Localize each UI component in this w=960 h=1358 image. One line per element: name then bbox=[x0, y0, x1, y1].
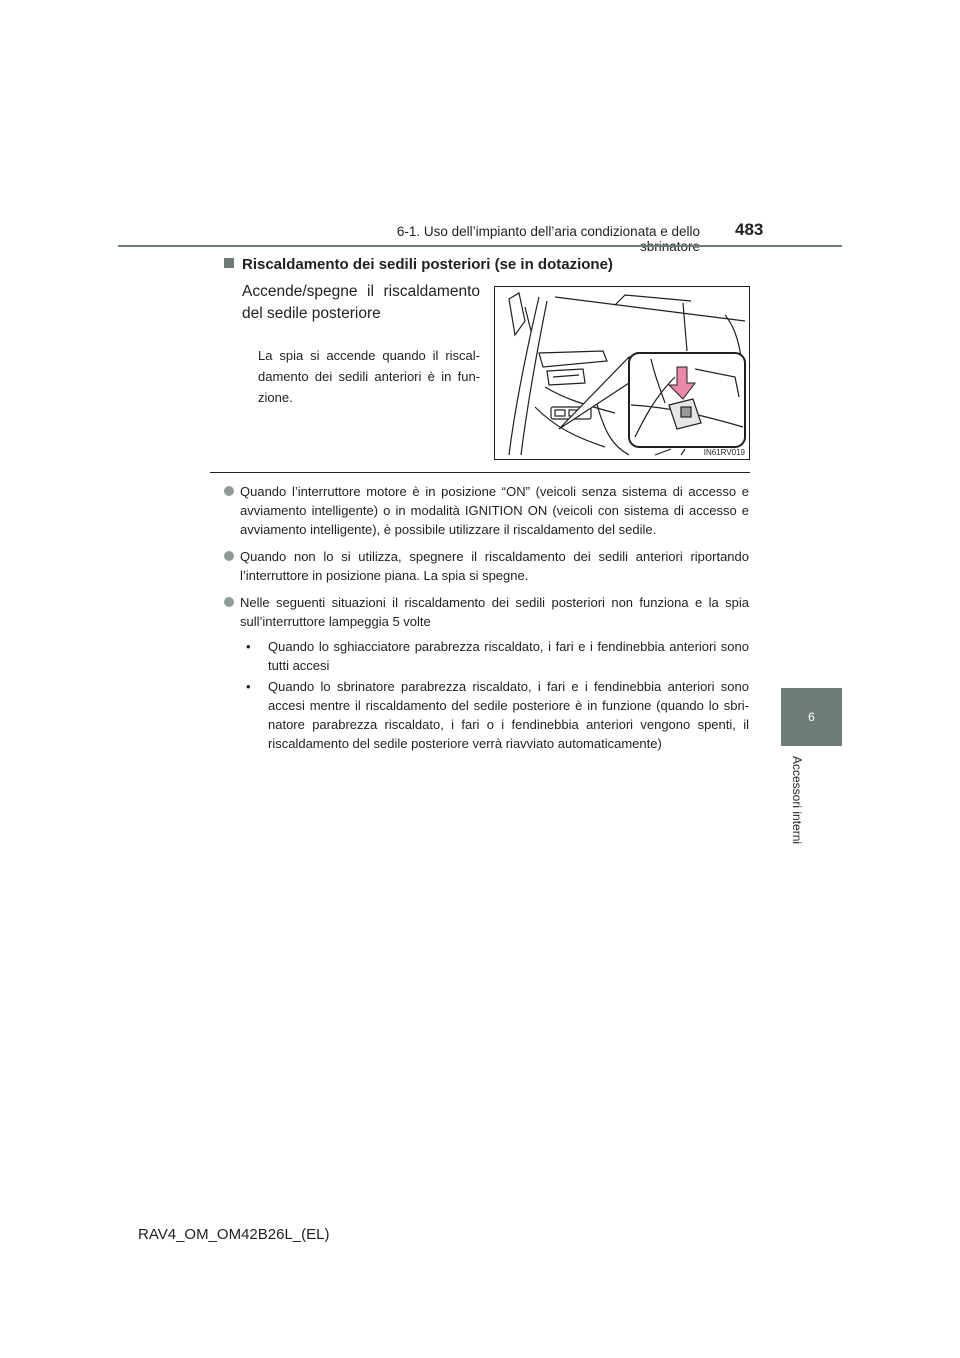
page-number: 483 bbox=[735, 220, 764, 239]
notes-list bbox=[224, 482, 749, 761]
note-text: Quando l’interruttore motore è in posizione “ON” (veicoli senza sistema di accesso e avviamento intelligente) o in modalità IGNITION ON (veicoli con sistema di accesso e avviamento intelligente), è possibile utilizzare il riscaldamento del sedile. bbox=[240, 484, 749, 537]
circle-bullet-icon bbox=[224, 551, 234, 561]
note-item bbox=[224, 547, 749, 585]
sub-bullet-text: Quando lo sghiacciatore parabrezza riscaldato, i fari e i fendinebbia anteriori sono tutti accesi bbox=[268, 639, 749, 673]
note-text: Nelle seguenti situazioni il riscaldamento dei sedili posteriori non funziona e la spia sull’interruttore lampeggia 5 volte bbox=[240, 595, 749, 629]
section-heading bbox=[224, 256, 613, 273]
chapter-label-vertical bbox=[790, 756, 808, 856]
note-item bbox=[224, 482, 749, 539]
sub-bullet-list bbox=[240, 637, 749, 753]
note-text: Quando non lo si utilizza, spegnere il riscaldamento dei sedili anteriori riportando l’interruttore in posizione piana. La spia si spegne. bbox=[240, 549, 749, 583]
sub-bullet-item bbox=[240, 677, 749, 753]
section-divider bbox=[210, 472, 750, 473]
square-bullet-icon bbox=[224, 258, 234, 268]
header-title: 6-1. Uso dell’impianto dell’aria condizionata e dello bbox=[396, 224, 700, 239]
car-interior-drawing bbox=[495, 287, 750, 460]
document-code: RAV4_OM_OM42B26L_(EL) bbox=[138, 1226, 330, 1243]
sub-bullet-text: Quando lo sbrinatore parabrezza riscaldato, i fari e i fendinebbia anteriori sono accesi mentre il riscaldamento del sedile posteriore è in funzione (quando lo sbri-natore parabrezza riscaldato, i fari o i fendinebbia anteriori vengono spenti, il riscaldamento del sedile posteriore verrà riavviato automaticamente) bbox=[268, 679, 749, 751]
sub-bullet-item bbox=[240, 637, 749, 675]
chapter-number: 6 bbox=[808, 710, 815, 724]
chapter-label: Accessori interni bbox=[790, 756, 804, 845]
header-rule bbox=[118, 245, 842, 247]
note-item bbox=[224, 593, 749, 753]
bullet-dot-icon: • bbox=[246, 679, 251, 694]
intro-note: La spia si accende quando il riscal-damento dei sedili anteriori è in fun-zione. bbox=[258, 348, 480, 405]
bullet-dot-icon: • bbox=[246, 639, 251, 654]
section-heading-text: Riscaldamento dei sedili posteriori (se in dotazione) bbox=[242, 256, 613, 273]
chapter-tab bbox=[781, 688, 842, 746]
figure-code: IN61RV019 bbox=[703, 448, 745, 457]
circle-bullet-icon bbox=[224, 597, 234, 607]
intro-text: Accende/spegne il riscaldamento del sedile posteriore bbox=[242, 283, 480, 322]
circle-bullet-icon bbox=[224, 486, 234, 496]
rear-seat-heater-illustration bbox=[494, 286, 750, 460]
